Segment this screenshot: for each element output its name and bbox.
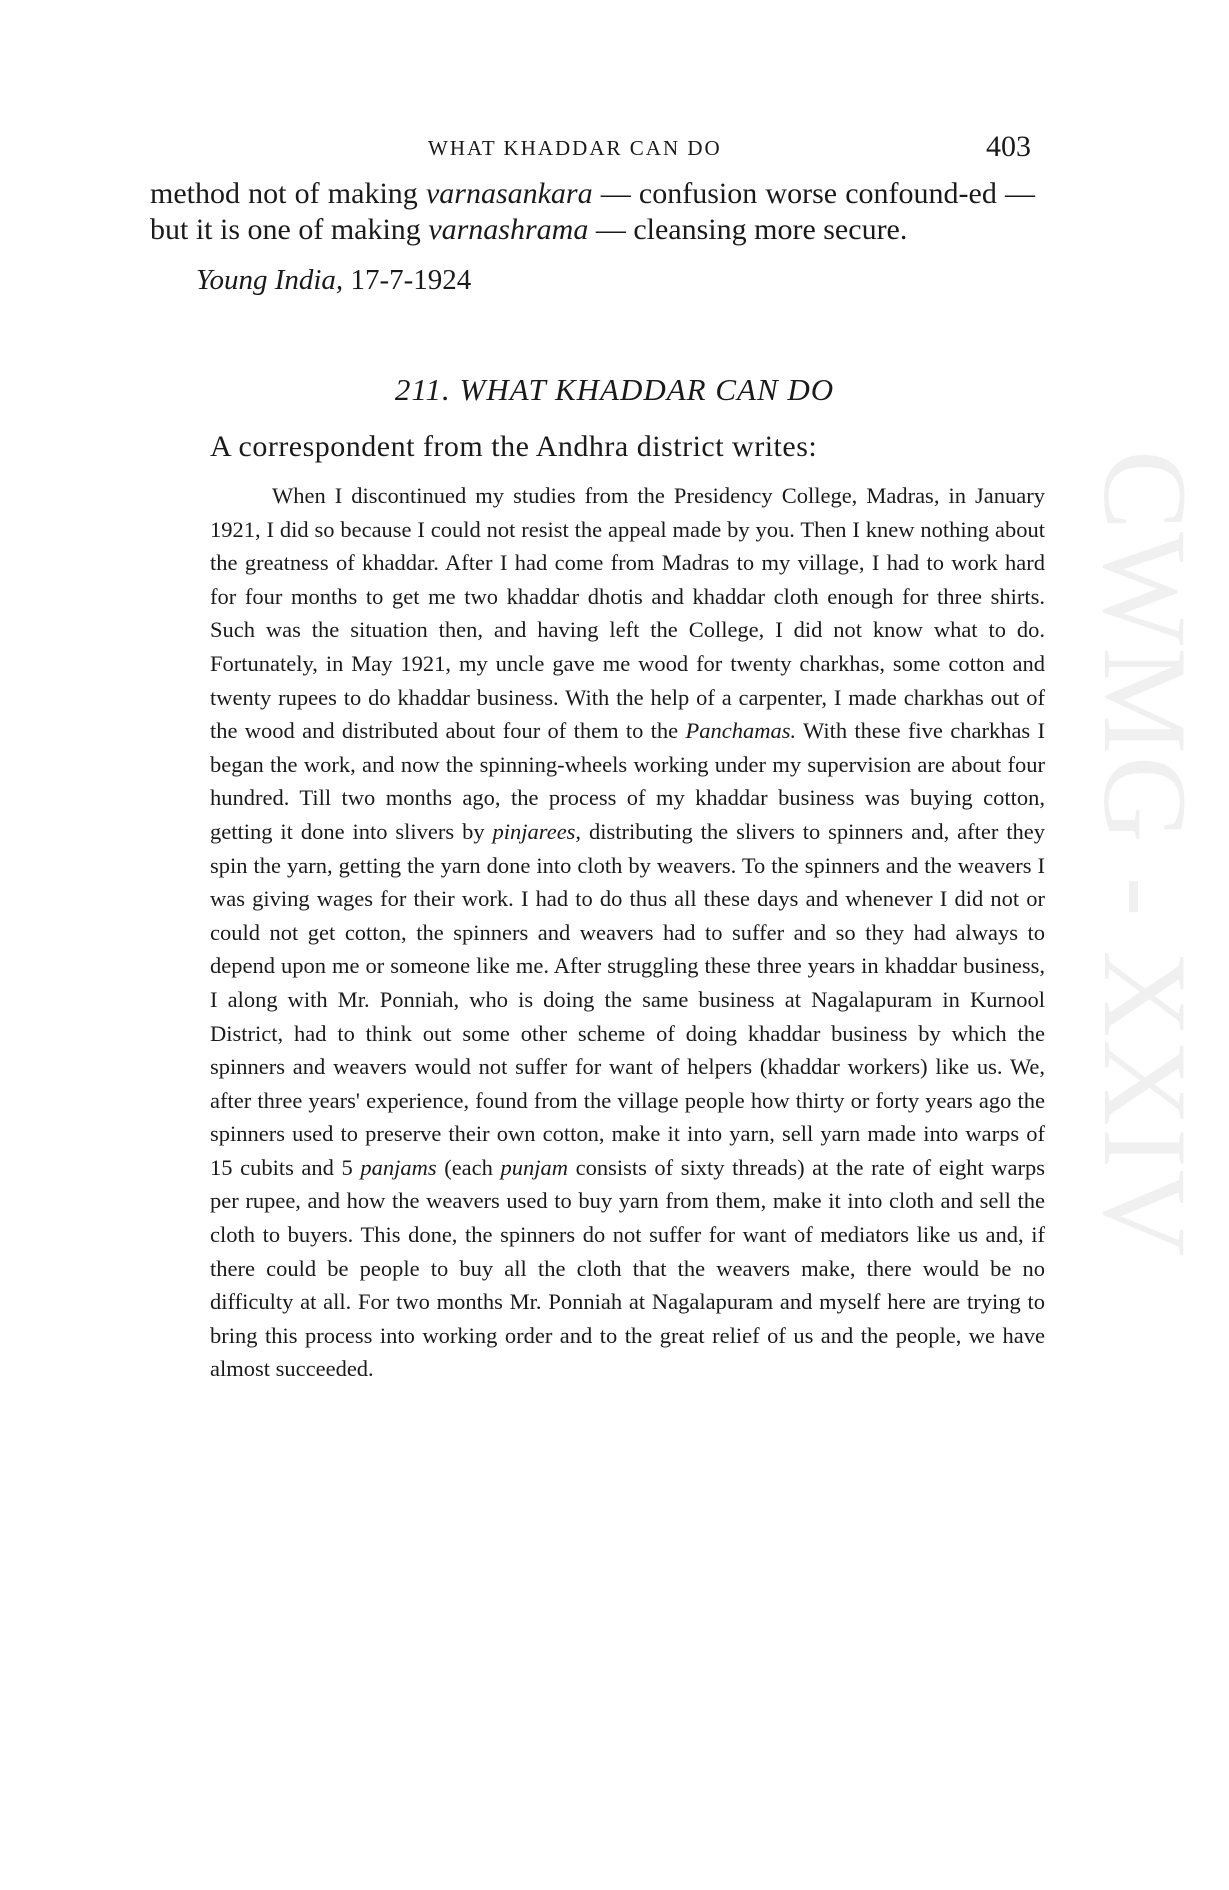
letter-text-3: distributing the slivers to spinners and, after they spin the yarn, getting the yarn done into cloth by weavers. To the spinners and the weavers I was giving wages for their work. I had to do thus all these days and whenever I did not or could not get cotton, the spinners and weavers had to suffer and so they had always to depend upon me or someone like me. After struggling these three years in khaddar business, I along with Mr. Ponniah, who is doing the same business at Nagalapuram in Kurnool District, had to think out some other scheme of doing khaddar business by which the spinners and weavers would not suffer for want of helpers (khaddar workers) like us. We, after three years' experience, found from the village people how thirty or forty years ago the spinners used to preserve their own cotton, make it into yarn, sell yarn made into warps of 15 cubits and 5 <box>210 818 1045 1180</box>
letter-text-5: consists of sixty threads) at the rate of eight warps per rupee, and how the weavers used to buy yarn from them, make it into cloth and sell the cloth to buyers. This done, the spinners do not suffer for want of mediators like us and, if there could be people to buy all the cloth that the weavers make, there would be no difficulty at all. For two months Mr. Ponniah at Nagalapuram and myself here are trying to bring this process into working order and to the great relief of us and the people, we have almost succeeded. <box>210 1154 1046 1382</box>
intro-italic-varnasankara: varnasankara <box>425 177 593 210</box>
intro-text-1: method not of making <box>150 177 426 210</box>
letter-italic-pinjarees: pinjarees, <box>492 818 582 844</box>
intro-italic-varnashrama: varnashrama <box>428 213 589 246</box>
source-citation <box>196 264 471 297</box>
letter-text-2: With these five charkhas I began the work, and now the spinning-wheels working under my supervision are about four hundred. Till two months ago, the process of my khaddar business was buying cotton, getting it done into slivers by <box>210 718 1045 844</box>
letter-italic-panchamas: Panchamas. <box>685 718 797 744</box>
letter-text-1: When I discontinued my studies from the Presidency College, Madras, in January 1921, I did so because I could not resist the appeal made by you. Then I knew nothing about the greatness of khaddar. After I had come from Madras to my village, I had to work hard for four months to get me two khaddar dhotis and khaddar cloth enough for three shirts. Such was the situation then, and having left the College, I did not know what to do. Fortunately, in May 1921, my uncle gave me wood for twenty charkhas, some cotton and twenty rupees to do khaddar business. With the help of a carpenter, I made charkhas out of the wood and distributed about four of them to the <box>210 483 1045 744</box>
source-publication: Young India, <box>196 264 344 296</box>
article-title: 211. WHAT KHADDAR CAN DO <box>394 372 835 407</box>
intro-paragraph <box>150 176 1035 248</box>
article-lead: A correspondent from the Andhra district writes: <box>210 430 818 463</box>
intro-text-3: — cleansing more secure. <box>588 213 908 246</box>
letter-quote <box>210 479 1045 1386</box>
letter-italic-panjams: panjams <box>360 1154 437 1180</box>
letter-italic-punjam: punjam <box>500 1154 568 1180</box>
letter-text-4: (each <box>436 1154 501 1180</box>
running-head: WHAT KHADDAR CAN DO <box>428 136 722 160</box>
watermark: CWMG - XXIV <box>1079 450 1212 1259</box>
intro-text-2: — confusion worse confound-ed — but it is one of making <box>150 177 1035 246</box>
page-number: 403 <box>986 130 1031 163</box>
source-date: 17-7-1924 <box>350 264 472 296</box>
